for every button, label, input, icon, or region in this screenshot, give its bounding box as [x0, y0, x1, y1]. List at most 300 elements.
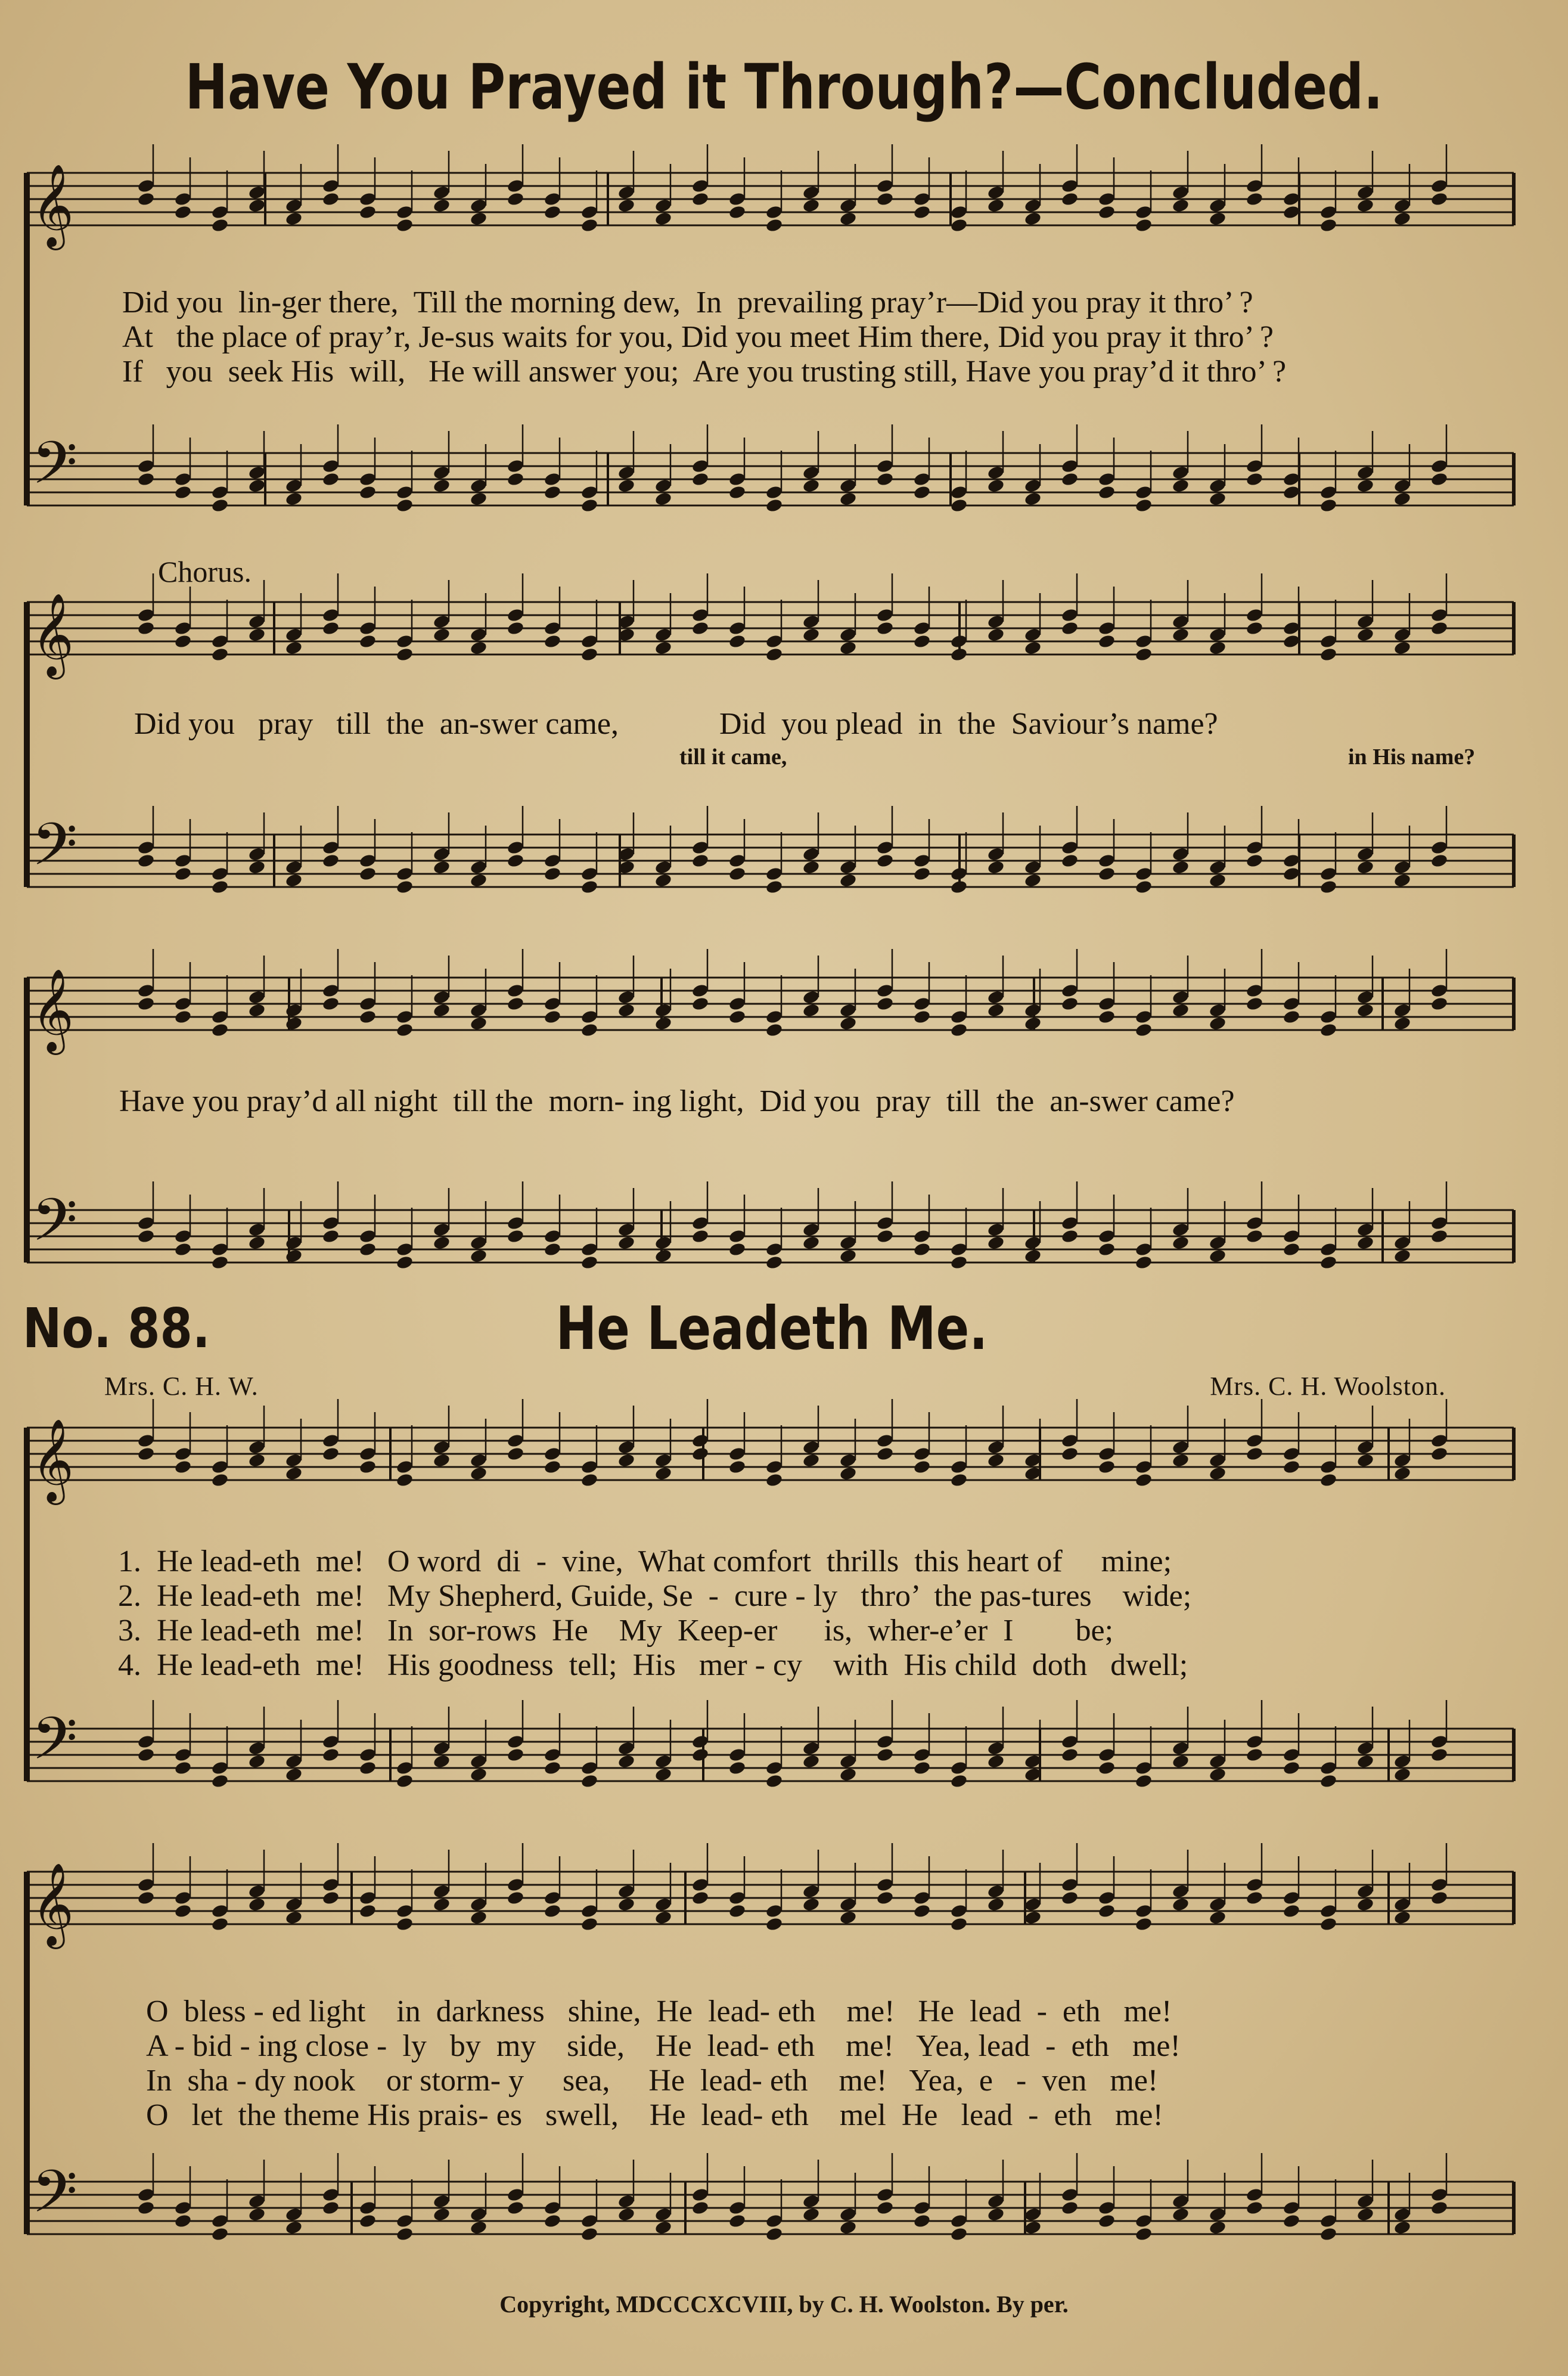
note-head: [544, 1229, 562, 1244]
note-head: [1135, 1916, 1153, 1932]
note-head: [802, 2207, 821, 2222]
note-head: [876, 621, 895, 636]
note-head: [1061, 1747, 1079, 1763]
note-head: [1135, 1903, 1153, 1919]
note-head: [987, 627, 1005, 643]
note-head: [580, 218, 599, 233]
note-head: [544, 1242, 562, 1257]
note-head: [322, 621, 340, 636]
note-head: [987, 2207, 1005, 2222]
note-head: [1283, 1760, 1301, 1776]
note-head: [580, 498, 599, 513]
note-head: [1172, 990, 1190, 1005]
note-head: [1430, 178, 1449, 194]
note-head: [950, 204, 968, 220]
note-head: [876, 1229, 895, 1244]
note-head: [839, 640, 858, 656]
note-head: [174, 1446, 192, 1462]
note-head: [765, 498, 784, 513]
note-head: [1135, 866, 1153, 882]
note-head: [1319, 498, 1338, 513]
note-head: [728, 853, 747, 868]
note-head: [765, 647, 784, 662]
note-head: [691, 191, 710, 207]
note-head: [654, 1248, 673, 1264]
note-head: [617, 465, 636, 480]
verse-a-1: 1. He lead-eth me! O word di - vine, What comfort thrills this heart of mine;: [118, 1544, 1172, 1578]
note-head: [1319, 647, 1338, 662]
note-head: [1098, 621, 1116, 636]
note-head: [1356, 1884, 1375, 1899]
note-head: [1356, 185, 1375, 200]
note-head: [359, 1459, 377, 1475]
note-head: [691, 1215, 710, 1231]
note-head: [359, 2200, 377, 2216]
note-head: [654, 491, 673, 507]
note-head: [1356, 1741, 1375, 1756]
note-head: [839, 1016, 858, 1031]
note-head: [1356, 1222, 1375, 1237]
note-head: [728, 996, 747, 1012]
note-head: [1061, 2187, 1079, 2203]
note-head: [839, 860, 858, 875]
note-head: [839, 2207, 858, 2222]
note-head: [137, 1433, 156, 1448]
note-head: [211, 2213, 229, 2229]
note-head: [950, 1255, 968, 1270]
note-head: [359, 472, 377, 487]
note-head: [507, 1747, 525, 1763]
note-head: [839, 1767, 858, 1782]
note-head: [839, 198, 858, 213]
note-head: [359, 634, 377, 649]
note-head: [913, 2200, 932, 2216]
note-head: [876, 2200, 895, 2216]
note-head: [1061, 840, 1079, 855]
note-head: [691, 1433, 710, 1448]
note-head: [359, 1903, 377, 1919]
note-head: [470, 627, 488, 643]
note-head: [691, 1890, 710, 1906]
note-head: [1024, 1016, 1042, 1031]
note-head: [1061, 607, 1079, 623]
note-head: [322, 996, 340, 1012]
note-head: [765, 204, 784, 220]
note-head: [1246, 1734, 1264, 1750]
note-head: [1135, 1773, 1153, 1789]
note-head: [1319, 1242, 1338, 1257]
note-head: [322, 1446, 340, 1462]
note-head: [433, 1741, 451, 1756]
note-head: [507, 191, 525, 207]
note-head: [913, 1760, 932, 1776]
note-head: [913, 1242, 932, 1257]
note-head: [1356, 2207, 1375, 2222]
note-head: [137, 996, 156, 1012]
chorus-line-1: Did you pray till the an-swer came, Did you plead in the Saviour’s name?: [134, 707, 1218, 741]
note-head: [396, 1009, 414, 1025]
note-head: [654, 478, 673, 494]
note-head: [617, 1897, 636, 1912]
note-head: [1135, 218, 1153, 233]
note-head: [987, 1884, 1005, 1899]
note-head: [1246, 1747, 1264, 1763]
note-head: [1172, 860, 1190, 875]
note-head: [1061, 1215, 1079, 1231]
note-head: [1098, 996, 1116, 1012]
note-head: [802, 1897, 821, 1912]
note-head: [876, 1734, 895, 1750]
note-head: [1024, 873, 1042, 888]
note-head: [544, 1760, 562, 1776]
note-head: [396, 879, 414, 895]
note-head: [174, 1242, 192, 1257]
note-head: [1356, 614, 1375, 629]
note-head: [1283, 1229, 1301, 1244]
note-head: [987, 990, 1005, 1005]
note-head: [950, 218, 968, 233]
note-head: [728, 1009, 747, 1025]
note-head: [174, 485, 192, 500]
note-head: [1319, 1009, 1338, 1025]
note-head: [285, 627, 303, 643]
note-head: [1393, 627, 1412, 643]
note-head: [507, 1433, 525, 1448]
note-head: [248, 1453, 266, 1468]
note-head: [839, 1453, 858, 1468]
note-head: [691, 2200, 710, 2216]
note-head: [728, 472, 747, 487]
note-head: [211, 634, 229, 649]
note-head: [802, 1440, 821, 1455]
note-head: [1209, 211, 1227, 227]
note-head: [765, 1773, 784, 1789]
note-head: [1393, 1754, 1412, 1769]
note-head: [285, 1003, 303, 1018]
note-head: [174, 1459, 192, 1475]
note-head: [433, 465, 451, 480]
note-head: [617, 1453, 636, 1468]
note-head: [1135, 498, 1153, 513]
note-head: [544, 191, 562, 207]
note-head: [322, 1229, 340, 1244]
note-head: [211, 866, 229, 882]
note-head: [1061, 1446, 1079, 1462]
verse-a-2: 2. He lead-eth me! My Shepherd, Guide, Se - cure - ly thro’ the pas-tures wide;: [118, 1579, 1192, 1613]
note-head: [507, 1446, 525, 1462]
note-head: [950, 1009, 968, 1025]
note-head: [211, 879, 229, 895]
note-head: [580, 1903, 599, 1919]
note-head: [802, 478, 821, 494]
note-head: [913, 1459, 932, 1475]
note-head: [544, 866, 562, 882]
note-head: [691, 853, 710, 868]
note-head: [1393, 1248, 1412, 1264]
note-head: [359, 1229, 377, 1244]
note-head: [876, 2187, 895, 2203]
note-head: [765, 1255, 784, 1270]
note-head: [396, 1903, 414, 1919]
note-head: [1430, 853, 1449, 868]
note-head: [950, 879, 968, 895]
note-head: [802, 627, 821, 643]
note-head: [1356, 2194, 1375, 2209]
note-head: [913, 1009, 932, 1025]
note-head: [248, 990, 266, 1005]
note-head: [913, 1890, 932, 1906]
bass-clef-icon: 𝄢: [32, 2158, 78, 2241]
note-head: [1246, 1229, 1264, 1244]
note-head: [617, 1884, 636, 1899]
note-head: [359, 204, 377, 220]
note-head: [1061, 2200, 1079, 2216]
note-head: [507, 1215, 525, 1231]
note-head: [433, 990, 451, 1005]
note-head: [1061, 983, 1079, 998]
note-head: [396, 2226, 414, 2242]
note-head: [580, 647, 599, 662]
note-head: [1098, 1242, 1116, 1257]
note-head: [765, 2226, 784, 2242]
note-head: [691, 621, 710, 636]
note-head: [691, 2187, 710, 2203]
note-head: [1209, 1897, 1227, 1912]
note-head: [470, 198, 488, 213]
note-head: [580, 866, 599, 882]
note-head: [1393, 1003, 1412, 1018]
note-head: [987, 198, 1005, 213]
note-head: [322, 458, 340, 474]
note-head: [765, 2213, 784, 2229]
note-head: [285, 1897, 303, 1912]
note-head: [580, 1916, 599, 1932]
note-head: [1283, 2200, 1301, 2216]
note-head: [174, 853, 192, 868]
note-head: [174, 621, 192, 636]
note-head: [396, 498, 414, 513]
chorus-label: Chorus.: [158, 555, 251, 588]
note-head: [359, 621, 377, 636]
note-head: [322, 983, 340, 998]
note-head: [1098, 853, 1116, 868]
note-head: [1061, 853, 1079, 868]
note-head: [876, 607, 895, 623]
note-head: [580, 1760, 599, 1776]
note-head: [987, 1741, 1005, 1756]
note-head: [913, 1903, 932, 1919]
note-head: [802, 1222, 821, 1237]
note-head: [507, 1877, 525, 1893]
verse-b-4: O let the theme His prais- es swell, He lead- eth mel He lead - eth me!: [146, 2098, 1163, 2132]
note-head: [433, 1222, 451, 1237]
note-head: [211, 1242, 229, 1257]
note-head: [987, 1453, 1005, 1468]
note-head: [580, 1022, 599, 1038]
note-head: [1209, 2207, 1227, 2222]
note-head: [913, 1747, 932, 1763]
song-title: Have You Prayed it Through?—Concluded.: [185, 51, 1383, 123]
note-head: [617, 185, 636, 200]
note-head: [1319, 1459, 1338, 1475]
note-head: [470, 1453, 488, 1468]
note-head: [433, 185, 451, 200]
note-head: [1356, 990, 1375, 1005]
note-head: [765, 1242, 784, 1257]
note-head: [433, 1884, 451, 1899]
note-head: [507, 1229, 525, 1244]
note-head: [987, 846, 1005, 862]
note-head: [765, 1760, 784, 1776]
verse-a-4: 4. He lead-eth me! His goodness tell; His mer - cy with His child doth dwell;: [118, 1648, 1188, 1682]
note-head: [1098, 634, 1116, 649]
note-head: [507, 996, 525, 1012]
note-head: [913, 634, 932, 649]
note-head: [1209, 1235, 1227, 1251]
note-head: [1024, 478, 1042, 494]
note-head: [1356, 846, 1375, 862]
note-head: [137, 2187, 156, 2203]
note-head: [839, 1466, 858, 1481]
note-head: [950, 498, 968, 513]
note-head: [1061, 191, 1079, 207]
note-head: [765, 1459, 784, 1475]
note-head: [728, 204, 747, 220]
note-head: [987, 2194, 1005, 2209]
note-head: [1283, 996, 1301, 1012]
note-head: [1246, 607, 1264, 623]
note-head: [248, 1235, 266, 1251]
note-head: [248, 614, 266, 629]
note-head: [728, 485, 747, 500]
note-head: [433, 1453, 451, 1468]
note-head: [322, 1890, 340, 1906]
note-head: [1024, 1910, 1042, 1925]
note-head: [1430, 1734, 1449, 1750]
note-head: [654, 1767, 673, 1782]
note-head: [654, 1003, 673, 1018]
note-head: [1283, 1009, 1301, 1025]
note-head: [137, 1229, 156, 1244]
note-head: [470, 211, 488, 227]
note-head: [802, 1741, 821, 1756]
note-head: [285, 1754, 303, 1769]
note-head: [950, 866, 968, 882]
note-head: [839, 1910, 858, 1925]
note-head: [1172, 478, 1190, 494]
note-head: [433, 1003, 451, 1018]
note-head: [248, 1440, 266, 1455]
note-head: [913, 866, 932, 882]
note-head: [1172, 1235, 1190, 1251]
note-head: [359, 1242, 377, 1257]
note-head: [802, 2194, 821, 2209]
note-head: [617, 1754, 636, 1769]
note-head: [913, 485, 932, 500]
note-head: [1319, 634, 1338, 649]
note-head: [433, 2207, 451, 2222]
note-head: [1246, 1877, 1264, 1893]
note-head: [1393, 2220, 1412, 2235]
note-head: [470, 860, 488, 875]
note-head: [1283, 1747, 1301, 1763]
note-head: [1393, 2207, 1412, 2222]
note-head: [544, 2200, 562, 2216]
note-head: [285, 1235, 303, 1251]
verse-b-3: In sha - dy nook or storm- y sea, He lead- eth me! Yea, e - ven me!: [146, 2064, 1159, 2098]
note-head: [654, 1754, 673, 1769]
note-head: [765, 218, 784, 233]
note-head: [544, 634, 562, 649]
note-head: [950, 647, 968, 662]
note-head: [802, 465, 821, 480]
note-head: [1098, 1459, 1116, 1475]
note-head: [285, 2207, 303, 2222]
note-head: [507, 621, 525, 636]
note-head: [396, 485, 414, 500]
note-head: [396, 1760, 414, 1776]
note-head: [802, 846, 821, 862]
note-head: [359, 1747, 377, 1763]
verse-b-1: O bless - ed light in darkness shine, He lead- eth me! He lead - eth me!: [146, 1995, 1172, 2028]
note-head: [248, 1003, 266, 1018]
note-head: [1172, 1754, 1190, 1769]
bass-clef-icon: 𝄢: [32, 429, 78, 512]
hymn-number: No. 88.: [23, 1296, 210, 1360]
note-head: [1135, 634, 1153, 649]
note-head: [913, 1229, 932, 1244]
note-head: [1356, 1453, 1375, 1468]
note-head: [876, 1433, 895, 1448]
note-head: [1098, 866, 1116, 882]
note-head: [1098, 1903, 1116, 1919]
note-head: [1135, 1255, 1153, 1270]
note-head: [1024, 211, 1042, 227]
note-head: [285, 860, 303, 875]
note-head: [839, 1235, 858, 1251]
note-head: [691, 1446, 710, 1462]
note-head: [1393, 1466, 1412, 1481]
note-head: [1172, 1222, 1190, 1237]
bass-clef-icon: 𝄢: [32, 1186, 78, 1269]
note-head: [1024, 627, 1042, 643]
note-head: [1135, 647, 1153, 662]
note-head: [544, 996, 562, 1012]
note-head: [1319, 2226, 1338, 2242]
note-head: [580, 2226, 599, 2242]
note-head: [580, 634, 599, 649]
note-head: [987, 1440, 1005, 1455]
note-head: [728, 1890, 747, 1906]
note-head: [1430, 983, 1449, 998]
note-head: [211, 647, 229, 662]
note-head: [396, 1472, 414, 1488]
note-head: [1283, 2213, 1301, 2229]
note-head: [1356, 860, 1375, 875]
note-head: [1283, 866, 1301, 882]
note-head: [1246, 621, 1264, 636]
note-head: [728, 1242, 747, 1257]
note-head: [1430, 840, 1449, 855]
note-head: [322, 2187, 340, 2203]
note-head: [654, 1897, 673, 1912]
note-head: [1098, 1747, 1116, 1763]
note-head: [174, 634, 192, 649]
note-head: [1246, 178, 1264, 194]
note-head: [987, 185, 1005, 200]
note-head: [322, 607, 340, 623]
note-head: [285, 198, 303, 213]
